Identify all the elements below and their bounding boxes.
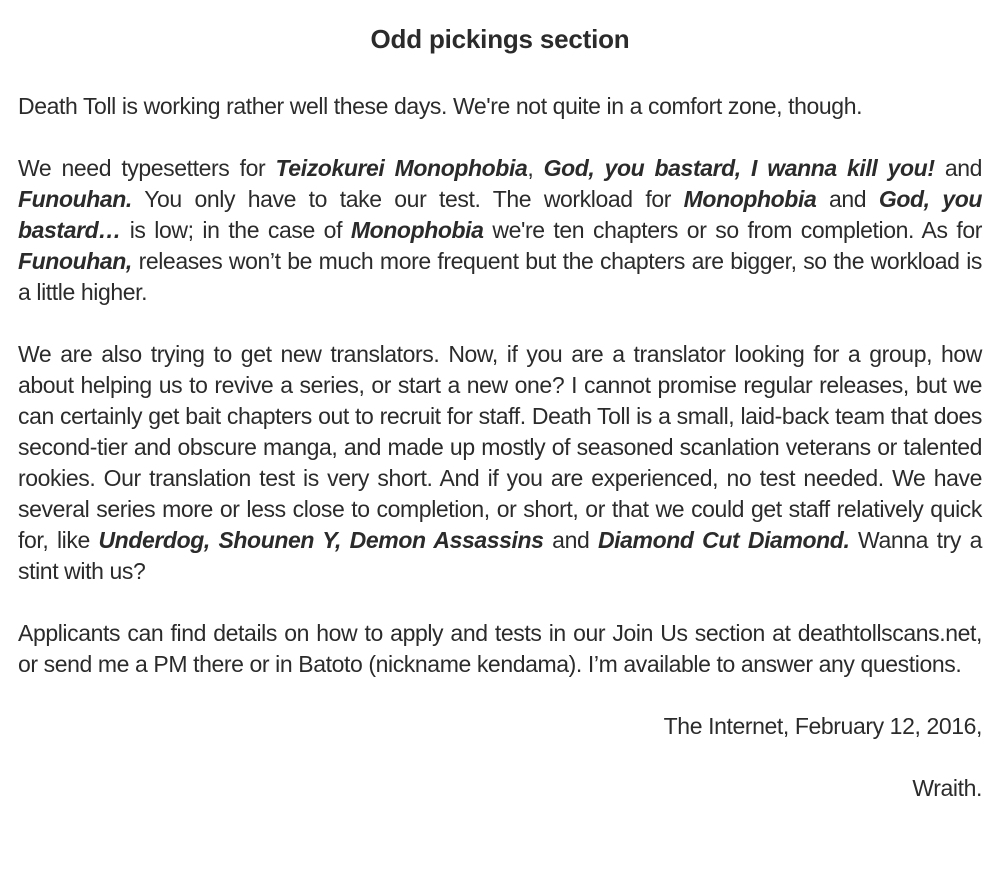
series-title: God, you bastard… — [18, 186, 983, 243]
text-run: and — [934, 155, 983, 181]
series-title: Diamond Cut Diamond. — [597, 527, 850, 553]
paragraph-status-intro — [18, 91, 982, 122]
paragraph-application-info — [18, 618, 982, 680]
paragraphs — [18, 91, 982, 680]
series-title: Funouhan. — [18, 186, 132, 212]
series-title: Funouhan, — [18, 248, 132, 274]
series-title: Demon Assassins — [349, 527, 544, 553]
series-title: Teizokurei Monophobia — [275, 155, 528, 181]
text-run: we're ten chapters or so from completion. As for — [483, 217, 982, 243]
text-run: , — [527, 155, 544, 181]
series-title: Monophobia — [683, 186, 817, 212]
series-title: God, you bastard, I wanna kill you! — [543, 155, 935, 181]
text-run: We are also trying to get new translators. Now, if you are a translator looking for a group, how about helping us to revive a series, or start a new one? I cannot promise regular releases, but we can certainly get bait chapters out to recruit for staff. Death Toll is a small, laid-back team that does second-tier and obscure manga, and made up mostly of seasoned scanlation veterans or talented rookies. Our translation test is very short. And if you are experienced, no test needed. We have several series more or less close to completion, or short, or that we could get staff relatively quick for, like — [18, 341, 982, 553]
text-run: is low; in the case of — [120, 217, 351, 243]
text-run: You only have to take our test. The workload for — [131, 186, 684, 212]
text-run: We need typesetters for — [18, 155, 276, 181]
paragraph-translators-recruitment — [18, 339, 982, 587]
text-run — [341, 527, 350, 553]
closing-date-line: The Internet, February 12, 2016, — [663, 713, 982, 739]
series-title: Underdog, — [98, 527, 210, 553]
text-run: Applicants can find details on how to apply and tests in our Join Us section at deathtollscans.net, or send me a PM there or in Batoto (nickname kendama). I’m available to answer any questions. — [18, 620, 982, 677]
text-run: and — [816, 186, 879, 212]
text-run: releases won’t be much more frequent but the chapters are bigger, so the workload is a little higher. — [18, 248, 982, 305]
text-run: and — [543, 527, 598, 553]
text-run: Death Toll is working rather well these days. We're not quite in a comfort zone, though. — [18, 93, 863, 119]
series-title: Monophobia — [350, 217, 484, 243]
closing-signature: Wraith. — [912, 775, 982, 801]
text-run: Wanna try a stint with us? — [18, 527, 982, 584]
page-title: Odd pickings section — [370, 24, 630, 54]
paragraph-typesetters-recruitment — [18, 153, 982, 308]
series-title: Shounen Y, — [218, 527, 342, 553]
